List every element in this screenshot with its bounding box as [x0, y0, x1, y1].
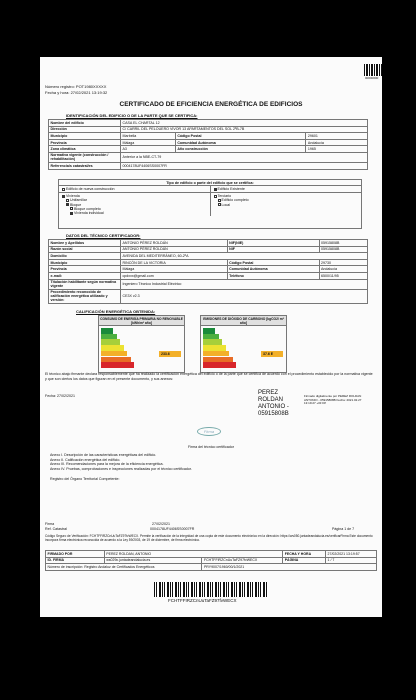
rating-band-f	[203, 357, 233, 363]
building-value: 1965	[306, 146, 368, 153]
checkbox-icon	[214, 195, 217, 198]
building-label: Dirección	[49, 126, 121, 133]
signature-label: Firma del técnico certificador	[188, 445, 234, 449]
technician-value: Andalucía	[319, 266, 368, 273]
residential-options	[59, 193, 210, 216]
rating-band-d	[203, 345, 226, 351]
footer-date: 27/02/2021	[152, 522, 170, 526]
rating-band-e	[101, 351, 127, 357]
checkbox-icon	[218, 199, 221, 202]
certificate-date: Fecha: 27/02/2021	[45, 394, 75, 398]
footer-ref-catastral: Ref. Catastral	[45, 527, 67, 531]
tertiary-options	[210, 193, 362, 216]
page-value: 1 / 7	[326, 557, 377, 564]
signer-detail: Firmado digitalmente por PEREZ ROLDAN ANTONIO - 05915808B Fecha: 2021.02.27 13:19:27 +01'00'	[304, 394, 362, 406]
technician-label: Código Postal	[227, 259, 319, 266]
checkbox-checked-icon	[214, 188, 217, 191]
rating-band-f	[101, 357, 131, 363]
top-barcode-number: 00000000	[365, 76, 379, 80]
building-row	[49, 162, 368, 169]
registration-value: PRY9007/1960/00/1/2021	[202, 564, 377, 571]
top-barcode	[364, 64, 382, 76]
page-label: PÁGINA	[283, 557, 326, 564]
energy-consumption-scale	[99, 326, 184, 368]
rating-band-d	[101, 345, 124, 351]
building-type-box	[58, 179, 362, 229]
building-value: Málaga	[121, 139, 176, 146]
technician-value: RINCÓN DE LA VICTORIA	[121, 259, 228, 266]
checkbox-icon	[62, 188, 65, 191]
technician-value: 05915808B	[319, 246, 368, 253]
building-value: Anterior a la NBE-CT-79	[121, 152, 368, 162]
energy-consumption-heading: CONSUMO DE ENERGÍA PRIMARIA NO RENOVABLE [kWh/m² año]	[100, 316, 183, 325]
signer-name: PEREZ ROLDAN ANTONIO - 05915808B	[258, 390, 289, 417]
signature-id-label: ID. FIRMA	[46, 557, 105, 564]
building-value: A3	[121, 146, 176, 153]
tertiary-option: Local	[214, 203, 359, 207]
technician-label: NIF	[227, 246, 319, 253]
technician-label: Domicilio	[49, 253, 121, 260]
rating-band-a	[203, 328, 215, 334]
section-identification-heading: IDENTIFICACIÓN DEL EDIFICIO O DE LA PARTE QUE SE CERTIFICA:	[66, 113, 198, 118]
building-value: CASA EL CHARTAL 12	[121, 120, 368, 127]
building-label: Referencia/s catastral/es	[49, 162, 121, 169]
signature-host: ws029c.juntadeandalucia.es	[104, 557, 202, 564]
rating-band-c	[203, 339, 222, 345]
bottom-barcode	[154, 582, 268, 597]
page-footer	[40, 522, 382, 617]
residential-option: Vivienda	[62, 194, 207, 198]
technician-value: ANTONIO PÉREZ ROLDÁN	[121, 246, 228, 253]
checkbox-icon	[66, 199, 69, 202]
building-row	[49, 120, 368, 127]
signature-code: FCHTFFIRZCnUuTaFZ97fvWECX	[202, 557, 283, 564]
building-label: Nombre del edificio	[49, 120, 121, 127]
building-label: Normativa vigente (construcción / rehabilitación)	[49, 152, 121, 162]
technician-label: Municipio	[49, 259, 121, 266]
co2-emissions-scale	[201, 326, 286, 368]
building-label: Zona climática	[49, 146, 121, 153]
verification-text: Código Seguro de Verificación: FCHTFFIRZCnUuTaFZ97fvWECX. Permite la verificación de la integridad de una copia de este documento electrónico en la dirección: https://ws050.juntadeandalucia.es/verificarFirma Este documento incorpora firma electrónica reconocida de acuerdo a la Ley 59/2003, de 19 de diciembre, de firma electrónica.	[45, 534, 373, 542]
building-type-heading: Tipo de edificio o parte del edificio que se certifica:	[59, 180, 361, 186]
building-row	[49, 133, 368, 140]
technician-label: Teléfono	[227, 272, 319, 279]
tertiary-option: Terciario	[214, 194, 359, 198]
technician-label: Razón social	[49, 246, 121, 253]
footer-firma: Firma	[45, 522, 55, 526]
technician-value: 6500/11/95	[319, 272, 368, 279]
rating-band-a	[101, 328, 113, 334]
technician-row	[49, 253, 368, 260]
annex-item: Anexo IV. Pruebas, comprobaciones e inspecciones realizadas por el técnico certificador.	[50, 466, 192, 471]
building-value: Andalucía	[306, 139, 368, 146]
checkbox-icon	[218, 203, 221, 206]
technician-row	[49, 259, 368, 266]
building-value: Marbella	[121, 133, 176, 140]
date-time-value: 27/02/2021 13:19:57	[326, 551, 377, 558]
annex-item: Anexo III. Recomendaciones para la mejora de la eficiencia energética.	[50, 462, 164, 466]
technician-label: NIF(NIE)	[227, 240, 319, 247]
rating-band-b	[203, 334, 219, 340]
residential-option: Bloque	[62, 203, 207, 207]
section-technician-heading: DATOS DEL TÉCNICO CERTIFICADOR:	[66, 233, 141, 238]
energy-rating-value: 233.6	[159, 351, 181, 357]
technician-value: cpdxxx@gmail.com	[121, 272, 228, 279]
rating-band-b	[101, 334, 117, 340]
signature-stamp: Firma	[197, 427, 221, 436]
signed-by-label: FIRMADO POR	[46, 551, 105, 558]
technician-label: Procedimiento reconocido de calificación energética utilizado y versión:	[49, 289, 121, 303]
technician-value: CE3X v2.3	[121, 289, 368, 303]
building-label: Código Postal	[175, 133, 306, 140]
signed-by-value: PEREZ ROLDAN, ANTONIO	[104, 551, 282, 558]
technician-label: e-mail:	[49, 272, 121, 279]
annex-item: Anexo I. Descripción de las características energéticas del edificio.	[50, 453, 157, 457]
building-label: Municipio	[49, 133, 121, 140]
technician-row	[49, 289, 368, 303]
technician-row	[49, 240, 368, 247]
building-label: Comunidad Autónoma	[175, 139, 306, 146]
technician-value: 05915808B	[319, 240, 368, 247]
date-time-label: FECHA Y HORA	[283, 551, 326, 558]
building-table	[48, 119, 368, 170]
bottom-barcode-text: FCHTFFIRZCnUuTaFZ97fvWECX	[168, 598, 237, 603]
residential-option: Bloque completo	[62, 207, 207, 211]
technician-value: ANTONIO PÉREZ ROLDÁN	[121, 240, 228, 247]
residential-option: Vivienda individual	[62, 211, 207, 215]
building-value: 29601	[306, 133, 368, 140]
technician-value: Málaga	[121, 266, 228, 273]
technician-table	[48, 239, 368, 304]
checkbox-icon	[66, 203, 69, 206]
signature-info-table	[45, 550, 377, 571]
registration-label: Número de inscripción: Registro Andaluz de Certificados Energéticos	[46, 564, 202, 571]
checkbox-icon	[70, 212, 73, 215]
declaration-text: El técnico abajo firmante declara responsablemente que ha realizado la certificación energética del edificio o de la parte que se certifica de acuerdo con el procedimiento establecido por la normativa vigente y que son ciertos los datos que figuran en el presente documento, y sus anexos:	[45, 372, 373, 381]
technician-label: Comunidad Autónoma	[227, 266, 319, 273]
energy-consumption-rating	[98, 315, 185, 373]
technician-value: AVENIDA DEL MEDITERRÁNEO, 60-2ºA	[121, 253, 368, 260]
technician-label: Titulación habilitante según normativa vigente	[49, 279, 121, 289]
new-building-option: Edificio de nueva construcción	[59, 186, 210, 192]
certificate-page	[40, 57, 382, 617]
technician-row	[49, 272, 368, 279]
footer-ref-value: 0004178UF4406SS0007FR	[150, 527, 195, 531]
rating-band-e	[203, 351, 229, 357]
technician-value: 29730	[319, 259, 368, 266]
technician-row	[49, 279, 368, 289]
registration-number: Número registro: POT1980XXXXX	[45, 84, 107, 89]
annex-list	[50, 453, 350, 471]
building-label: Provincia	[49, 139, 121, 146]
page-number: Página 1 de 7	[332, 527, 355, 531]
co2-rating-value: 37.6 E	[261, 351, 283, 357]
rating-band-g	[203, 362, 236, 368]
co2-emissions-heading: EMISIONES DE DIÓXIDO DE CARBONO [kgCO2/ m² año]	[201, 316, 286, 326]
technician-row	[49, 246, 368, 253]
technician-row	[49, 266, 368, 273]
building-row	[49, 139, 368, 146]
annex-item: Anexo II. Calificación energética del edificio.	[50, 457, 121, 462]
co2-emissions-rating	[200, 315, 287, 373]
rating-band-c	[101, 339, 120, 345]
residential-option: Unifamiliar	[62, 198, 207, 202]
technician-value: Ingeniero Técnico Industrial Eléctrico	[121, 279, 368, 289]
building-row	[49, 146, 368, 153]
tertiary-option: Edificio completo	[214, 198, 359, 202]
document-title: CERTIFICADO DE EFICIENCIA ENERGÉTICA DE EDIFICIOS	[119, 101, 303, 108]
rating-band-g	[101, 362, 134, 368]
technician-label: Provincia	[49, 266, 121, 273]
building-row	[49, 152, 368, 162]
technician-label: Nombre y Apellidos	[49, 240, 121, 247]
date-time: Fecha y hora: 27/02/2021 13:19:32	[45, 90, 108, 95]
building-row	[49, 126, 368, 133]
checkbox-icon	[70, 207, 73, 210]
building-value: 0004178UF4406SS0007FR	[121, 162, 368, 169]
section-rating-heading: CALIFICACIÓN ENERGÉTICA OBTENIDA:	[76, 309, 156, 314]
building-value: C/ CARRIL DEL PELOUERO VIVOR 13 APARTAMENTOS DEL SOL 2ºB-7B	[121, 126, 368, 133]
checkbox-icon	[62, 195, 65, 198]
registry-organ: Registro del Órgano Territorial Competente:	[50, 477, 120, 481]
existing-building-option: Edificio Existente	[210, 186, 362, 192]
building-label: Año construcción	[175, 146, 306, 153]
